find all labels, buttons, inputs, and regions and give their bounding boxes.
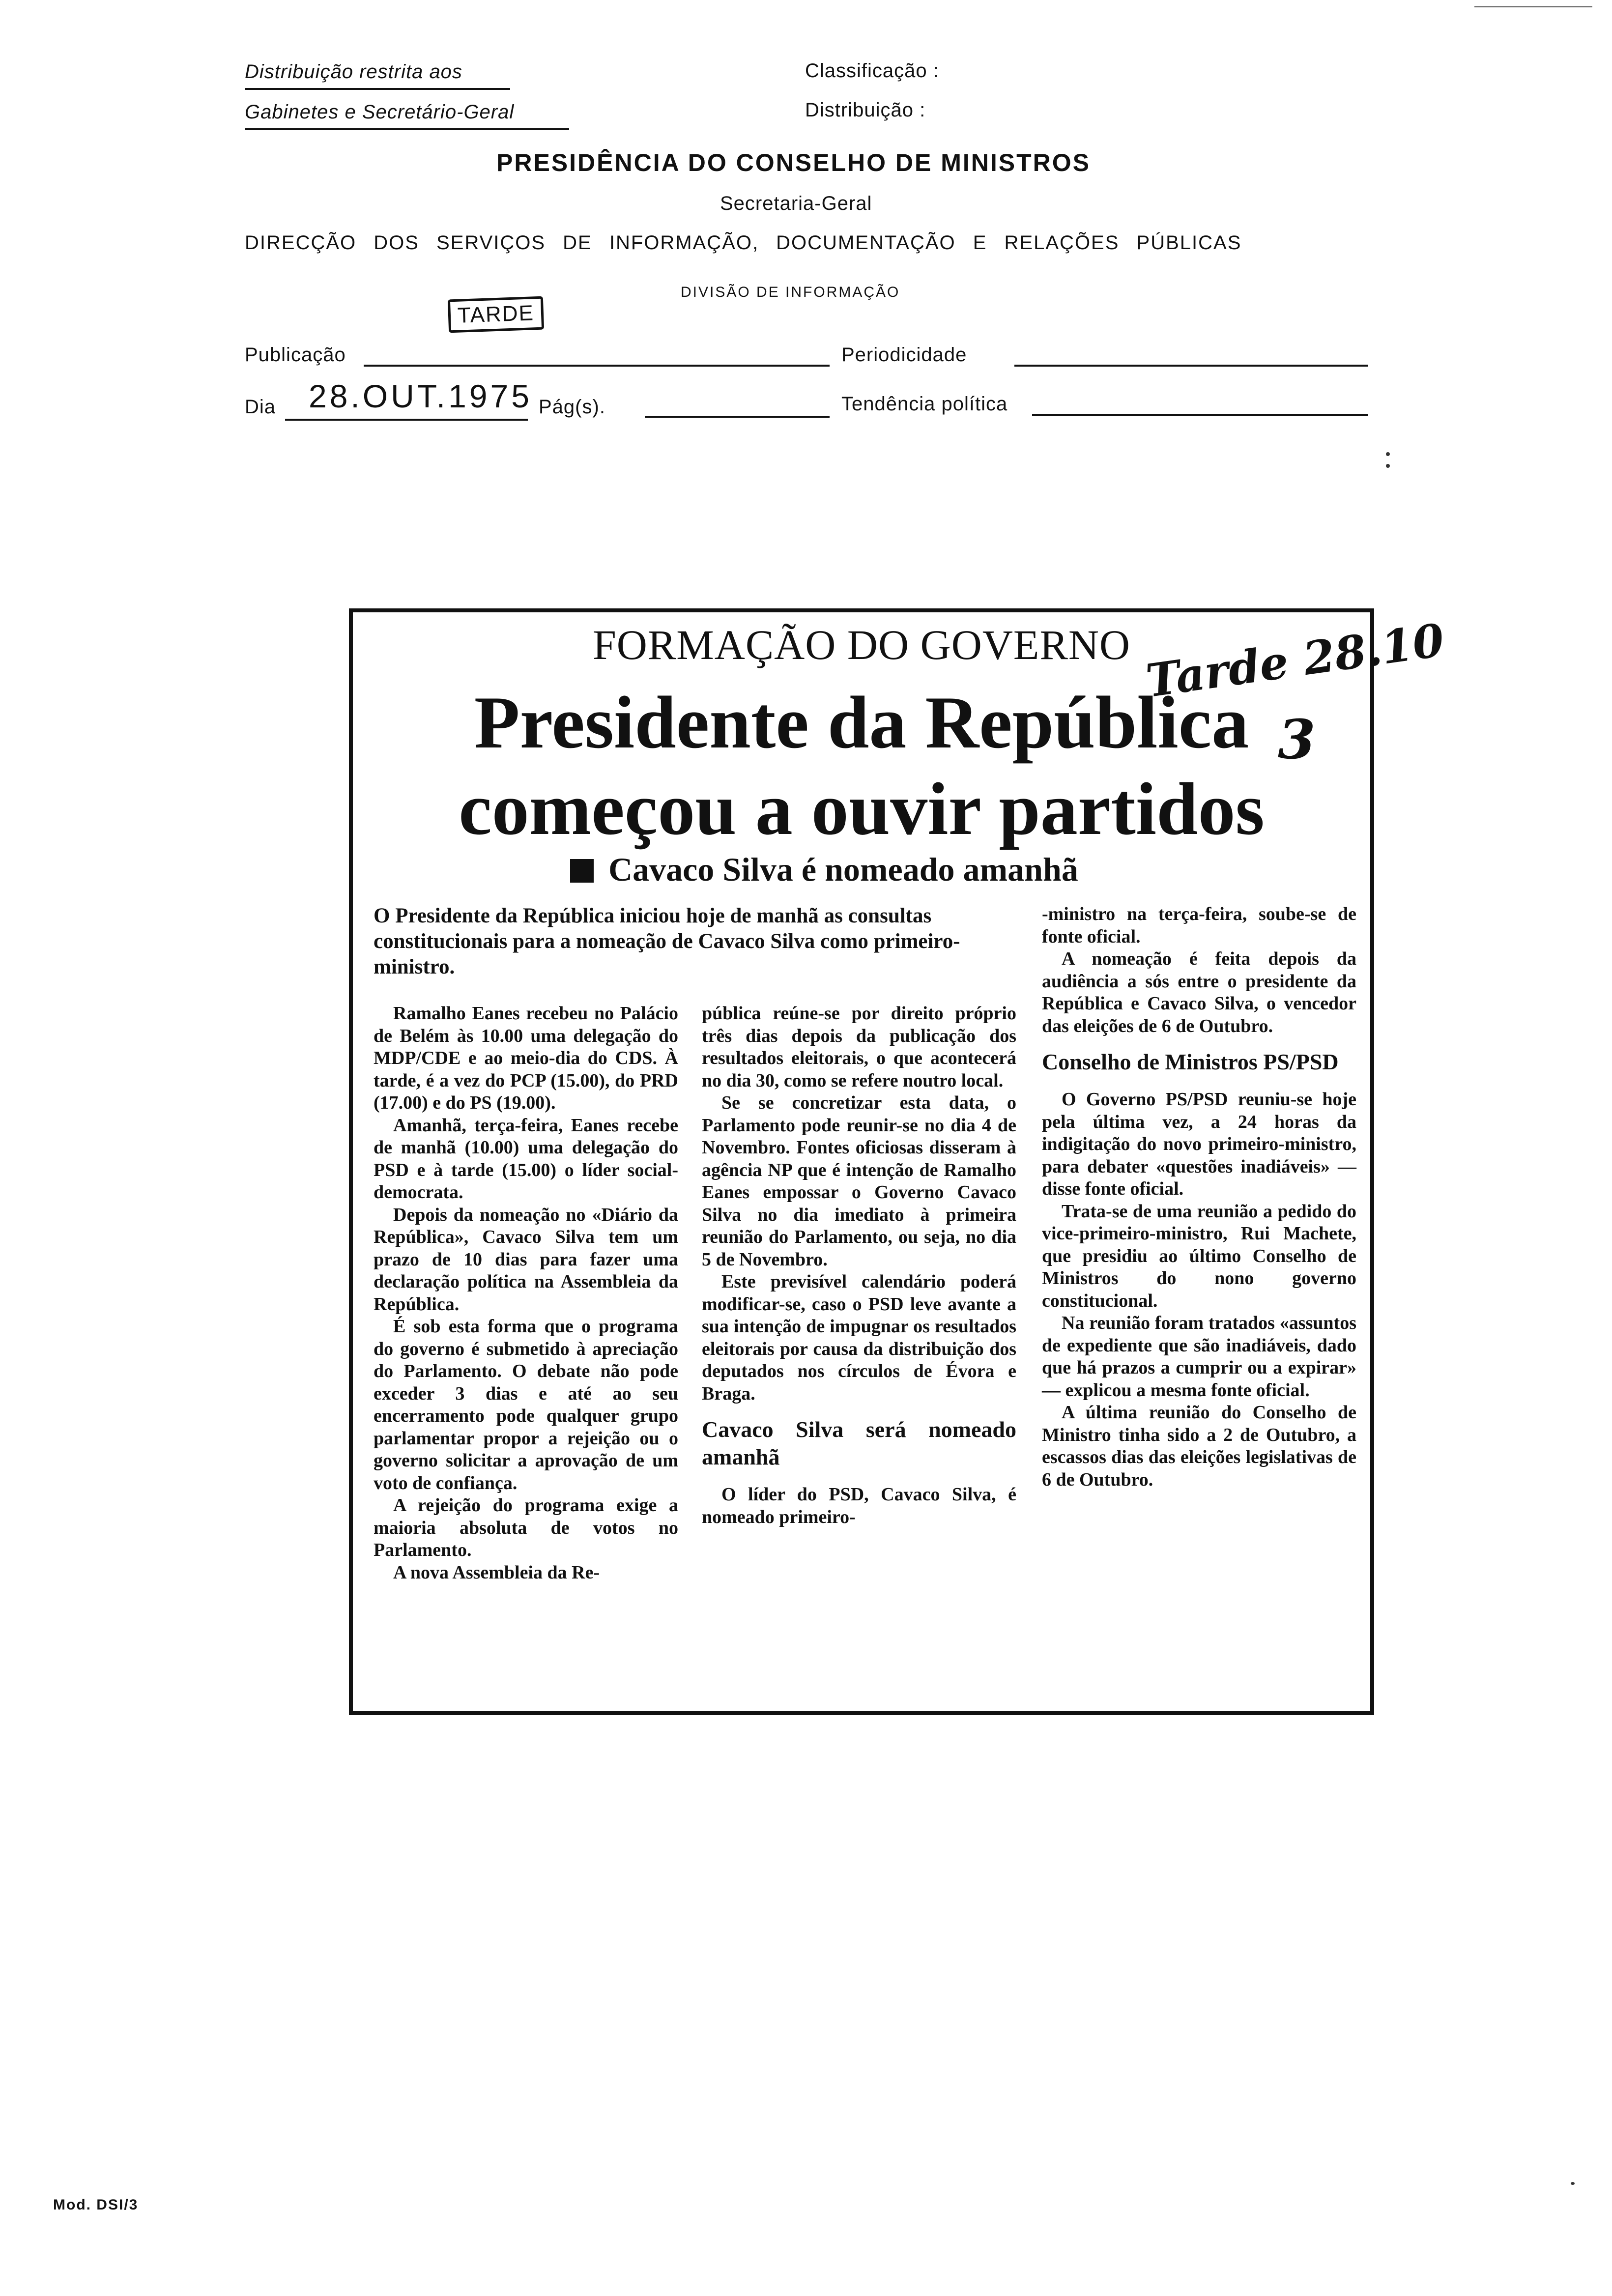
- publicacao-field: [364, 365, 830, 367]
- col3-paragraph: Trata-se de uma reunião a pedido do vice-primeiro-ministro, Rui Machete, que presidiu ao último Conselho de Ministros do nono governo constitucional.: [1042, 1201, 1356, 1311]
- col1-paragraph: A nova Assembleia da Re-: [393, 1562, 600, 1583]
- tendencia-label: Tendência política: [841, 393, 1008, 415]
- form-code: Mod. DSI/3: [53, 2197, 139, 2213]
- ministry-title: PRESIDÊNCIA DO CONSELHO DE MINISTROS: [496, 149, 1091, 176]
- distribution-note-line2: Gabinetes e Secretário-Geral: [245, 101, 569, 130]
- scan-edge-mark: [1474, 6, 1592, 7]
- col1-paragraph: Ramalho Eanes recebeu no Palácio de Belém às 10.00 uma delegação do MDP/CDE e ao meio-dia do CDS. À tarde, é a vez do PCP (15.00), do PRD (17.00) e do PS (19.00).: [374, 1003, 678, 1113]
- col3-paragraph: A nomeação é feita depois da audiência a sós entre o presidente da República e Cavaco Silva, o vencedor das eleições de 6 de Outubro.: [1042, 948, 1356, 1036]
- article-column-2: [702, 1003, 1016, 1528]
- handwritten-note: Tarde 28.10: [1143, 613, 1448, 708]
- subhead-text: Cavaco Silva é nomeado amanhã: [608, 851, 1078, 888]
- col1-paragraph: Amanhã, terça-feira, Eanes recebe de manhã (10.00) uma delegação do PSD e à tarde (15.00) o líder social-democrata.: [374, 1115, 678, 1203]
- periodicidade-field: [1014, 365, 1368, 367]
- dia-label: Dia: [245, 396, 276, 418]
- tendencia-field: [1032, 414, 1368, 416]
- publicacao-label: Publicação: [245, 344, 346, 366]
- scan-speck: [1386, 452, 1390, 456]
- date-value: 28.OUT.1975: [309, 378, 532, 414]
- col2-paragraph: Se se concretizar esta data, o Parlamento pode reunir-se no dia 4 de Novembro. Fontes oficiosas disseram à agência NP que é intenção de Ramalho Eanes empossar o Governo Cavaco Silva no dia imediato à primeira reunião do Parlamento, ou seja, no dia 5 de Novembro.: [702, 1092, 1016, 1270]
- col1-paragraph: É sob esta forma que o programa do governo é submetido à apreciação do Parlamento. O debate não pode exceder 3 dias e até ao seu encerramento pode qualquer grupo parlamentar propor a rejeição ou o governo solicitar a aprovação de um voto de confiança.: [374, 1316, 678, 1493]
- col1-paragraph: A rejeição do programa exige a maioria absoluta de votos no Parlamento.: [374, 1495, 678, 1560]
- headline-line1: Presidente da República: [474, 681, 1249, 764]
- newspaper-stamp: [448, 296, 544, 333]
- article-column-1: [374, 1003, 678, 1584]
- col3-paragraph: O Governo PS/PSD reuniu-se hoje pela última vez, a 24 horas da indigitação do novo primeiro-ministro, para debater «questões inadiáveis» — disse fonte oficial.: [1042, 1089, 1356, 1199]
- subhead: [570, 850, 1078, 889]
- secretariat: Secretaria-Geral: [720, 193, 872, 214]
- article-lead: O Presidente da República iniciou hoje de manhã as consultas constitucionais para a nomeação de Cavaco Silva como primeiro-ministro.: [374, 904, 960, 978]
- col1-paragraph: Depois da nomeação no «Diário da República», Cavaco Silva tem um prazo de 10 dias para fazer uma declaração política na Assembleia da República.: [374, 1204, 678, 1315]
- col3-paragraph: -ministro na terça-feira, soube-se de fonte oficial.: [1042, 904, 1356, 947]
- stamp-text: TARDE: [457, 301, 535, 328]
- headline-line2: começou a ouvir partidos: [459, 768, 1265, 850]
- article-column-3: [1042, 903, 1356, 1491]
- col2-paragraph: O líder do PSD, Cavaco Silva, é nomeado primeiro-: [702, 1484, 1016, 1527]
- handwritten-page: 3: [1278, 708, 1316, 771]
- scan-speck: [1571, 2182, 1575, 2185]
- division: DIVISÃO DE INFORMAÇÃO: [681, 284, 900, 300]
- directorate: DIRECÇÃO DOS SERVIÇOS DE INFORMAÇÃO, DOCUMENTAÇÃO E RELAÇÕES PÚBLICAS: [245, 232, 1242, 254]
- article-kicker: FORMAÇÃO DO GOVERNO: [592, 621, 1131, 668]
- distribuicao-label: Distribuição :: [805, 99, 926, 121]
- col2-subheading: Cavaco Silva será nomeado amanhã: [702, 1417, 1016, 1469]
- periodicidade-label: Periodicidade: [841, 344, 967, 366]
- scan-speck: [1386, 464, 1390, 468]
- dia-field: [285, 419, 528, 421]
- col3-paragraph: A última reunião do Conselho de Ministro tinha sido a 2 de Outubro, a escassos dias das eleições legislativas de 6 de Outubro.: [1042, 1402, 1356, 1490]
- pags-field: [645, 416, 830, 418]
- pags-label: Pág(s).: [539, 396, 605, 418]
- col3-subheading: Conselho de Ministros PS/PSD: [1042, 1049, 1339, 1074]
- bullet-square-icon: [570, 859, 594, 883]
- classificacao-label: Classificação :: [805, 60, 939, 82]
- distribution-note-line1: Distribuição restrita aos: [245, 61, 510, 90]
- col2-paragraph: Este previsível calendário poderá modificar-se, caso o PSD leve avante a sua intenção de impugnar os resultados eleitorais por causa da distribuição dos deputados nos círculos de Évora e Braga.: [702, 1271, 1016, 1404]
- col3-paragraph: Na reunião foram tratados «assuntos de expediente que são inadiáveis, dado que há prazos a cumprir ou a expirar» — explicou a mesma fonte oficial.: [1042, 1313, 1356, 1401]
- col2-paragraph: pública reúne-se por direito próprio três dias depois da publicação dos resultados eleitorais, o que acontecerá no dia 30, como se refere noutro local.: [702, 1003, 1016, 1091]
